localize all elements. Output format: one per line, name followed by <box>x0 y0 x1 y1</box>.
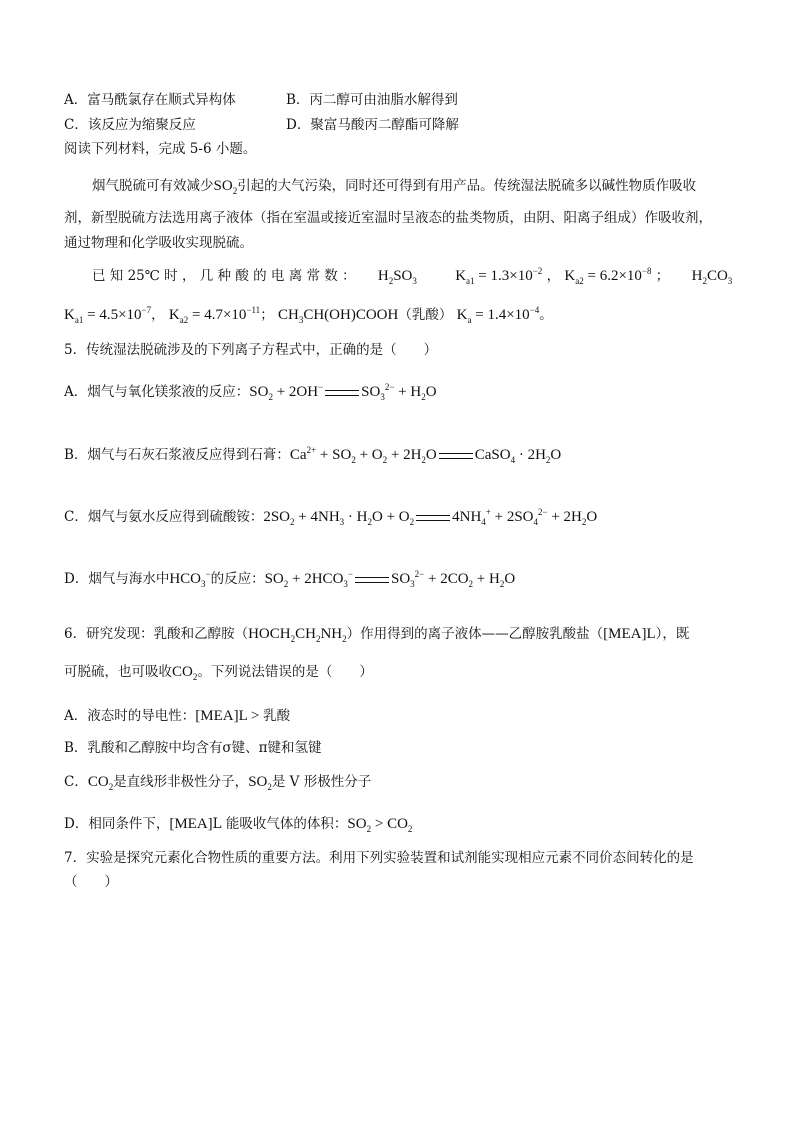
ka-value: 4.7×10 <box>204 307 247 323</box>
option-text: 是 V 形极性分子 <box>271 774 372 790</box>
ka1-h2so3: $K_{a1} = 1.3\times 10^{-2}$ <box>455 266 543 286</box>
q6-text: ），既 <box>655 626 690 642</box>
formula-lactic-acid: $CH_3CH(OH)COOH$ <box>277 307 399 325</box>
ka-value: 1.3×10 <box>490 268 533 284</box>
read-intro: 阅读下列材料，完成 5-6 小题。 <box>64 141 257 157</box>
option-b: B．丙二醇可由油脂水解得到 <box>286 92 458 108</box>
formula-ethanolamine: $HOCH_2CH_2NH_2$ <box>248 626 347 644</box>
formula-co2: $CO_2$ <box>172 664 198 682</box>
ka-value: 4.5×10 <box>99 307 142 323</box>
q5-option-d <box>64 569 734 589</box>
ka-line-2: $K_{a1} = 4.5\times 10^{-7}$， $K_{a2} = 4.7\times 10^{-11}$； $CH_3CH(OH)COOH$（乳酸） $K_a = 1.4\times 10^{-4}$。 <box>64 305 553 325</box>
formula-hco3: $HCO_3^-$ <box>169 569 211 589</box>
equation-c: $2SO_2 + 4NH_3 \cdot H_2O + O_2$ $4NH_4^+ + 2SO_4^{2-} + 2H_2O$ <box>263 507 598 527</box>
option-row-cd <box>64 115 734 135</box>
q5-option-c <box>64 507 734 527</box>
q7-stem-line-2: （ ） <box>64 874 118 890</box>
q5-option-a <box>64 382 734 402</box>
equation-b: $Ca^{2+} + SO_2 + O_2 + 2H_2O$ CaSO$_4$ · $2H_2O$ <box>289 445 562 465</box>
q6-text: 。下列说法错误的是（ ） <box>197 664 373 680</box>
q6-stem-line-2 <box>64 662 734 682</box>
q5-option-b <box>64 445 734 465</box>
q6-option-d <box>64 814 734 834</box>
material-text: 引起的大气污染，同时还可得到有用产品。传统湿法脱硫多以碱性物质作吸收 <box>237 178 697 194</box>
formula-so2: $SO_2$ <box>213 178 238 196</box>
option-label: C．烟气与氨水反应得到硫酸铵： <box>64 509 264 525</box>
formula-comparison: $SO_2 > CO_2$ <box>347 816 413 834</box>
equation-d: $SO_2 + 2HCO_3^-$ $SO_3^{2-} + 2CO_2 + H_2O$ <box>264 569 516 589</box>
formula-so2: $SO_2$ <box>248 774 272 792</box>
equation-a: $SO_2 + 2OH^-$ $SO_3^{2-} + H_2O$ <box>249 382 437 402</box>
ka-exp: −11 <box>246 305 261 315</box>
formula-mea-l: [MEA]L <box>603 626 656 642</box>
material-line-1 <box>92 176 734 196</box>
option-label: 的反应： <box>210 571 265 587</box>
option-text: 乳酸 <box>263 708 291 724</box>
q6-option-a <box>64 706 734 726</box>
ka-exp: −7 <box>141 305 152 315</box>
q6-option-b: B．乳酸和乙醇胺中均含有σ键、π键和氢键 <box>64 740 322 756</box>
q6-text: 6．研究发现：乳酸和乙醇胺（ <box>64 626 249 642</box>
option-text: 是直线形非极性分子， <box>113 774 249 790</box>
ka1-h2co3: $K_{a1} = 4.5\times 10^{-7}$ <box>64 305 152 325</box>
option-label: D．相同条件下， <box>64 816 170 832</box>
material-text: 烟气脱硫可有效减少 <box>92 178 214 194</box>
ka-value: 1.4×10 <box>487 307 530 323</box>
ka-lactic: $K_a = 1.4\times 10^{-4}$ <box>456 305 540 325</box>
option-a: A．富马酰氯存在顺式异构体 <box>64 92 236 108</box>
formula-mea-l: [MEA]L > <box>195 708 264 724</box>
q6-stem-line-1 <box>64 624 734 644</box>
ka-value: 6.2×10 <box>599 268 642 284</box>
formula-co2: $CO_2$ <box>87 774 114 792</box>
q7-stem-line-1: 7．实验是探究元素化合物性质的重要方法。利用下列实验装置和试剂能实现相应元素不同价态间转化的是 <box>64 850 694 866</box>
option-label: B．烟气与石灰石浆液反应得到石膏： <box>64 447 290 463</box>
ka-line-1: 已 知 25℃ 时 ， 几 种 酸 的 电 离 常 数 ： $H_2SO_3$ $K_{a1} = 1.3\times 10^{-2}$ ， $K_{a2} = 6.2\times 10^{-8}$ ； $H_2CO_3$ <box>92 266 733 286</box>
material-line-2: 剂，新型脱硫方法选用离子液体（指在室温或接近室温时呈液态的盐类物质，由阴、阳离子组成）作吸收剂， <box>64 210 712 226</box>
option-c: C．该反应为缩聚反应 <box>64 117 196 133</box>
ka2-h2so3: $K_{a2} = 6.2\times 10^{-8}$ <box>564 266 652 286</box>
ka-exp: −4 <box>529 305 540 315</box>
option-d: D．聚富马酸丙二醇酯可降解 <box>286 117 459 133</box>
q6-text: ）作用得到的离子液体——乙醇胺乳酸盐（ <box>346 626 604 642</box>
option-label: A．烟气与氧化镁浆液的反应： <box>64 384 250 400</box>
q5-stem: 5．传统湿法脱硫涉及的下列离子方程式中，正确的是（ ） <box>64 342 438 358</box>
formula-h2so3: $H_2SO_3$ <box>377 268 417 286</box>
ka-intro: 已 知 25℃ 时 ， 几 种 酸 的 电 离 常 数 ： <box>92 268 356 284</box>
option-label: D．烟气与海水中 <box>64 571 170 587</box>
option-text: L 能吸收气体的体积： <box>212 816 348 832</box>
option-label: A．液态时的导电性： <box>64 708 196 724</box>
q6-option-c <box>64 772 734 792</box>
ka-exp: −2 <box>532 266 543 276</box>
lactic-name: （乳酸） <box>398 307 453 323</box>
formula-mea: [MEA] <box>169 816 213 832</box>
q6-text: 可脱硫，也可吸收 <box>64 664 172 680</box>
ka-exp: −8 <box>641 266 652 276</box>
ka2-h2co3: $K_{a2} = 4.7\times 10^{-11}$ <box>168 305 261 325</box>
option-row-ab <box>64 90 734 110</box>
option-label: C． <box>64 774 88 790</box>
material-line-3: 通过物理和化学吸收实现脱硫。 <box>64 235 253 251</box>
formula-h2co3: $H_2CO_3$ <box>691 268 733 286</box>
